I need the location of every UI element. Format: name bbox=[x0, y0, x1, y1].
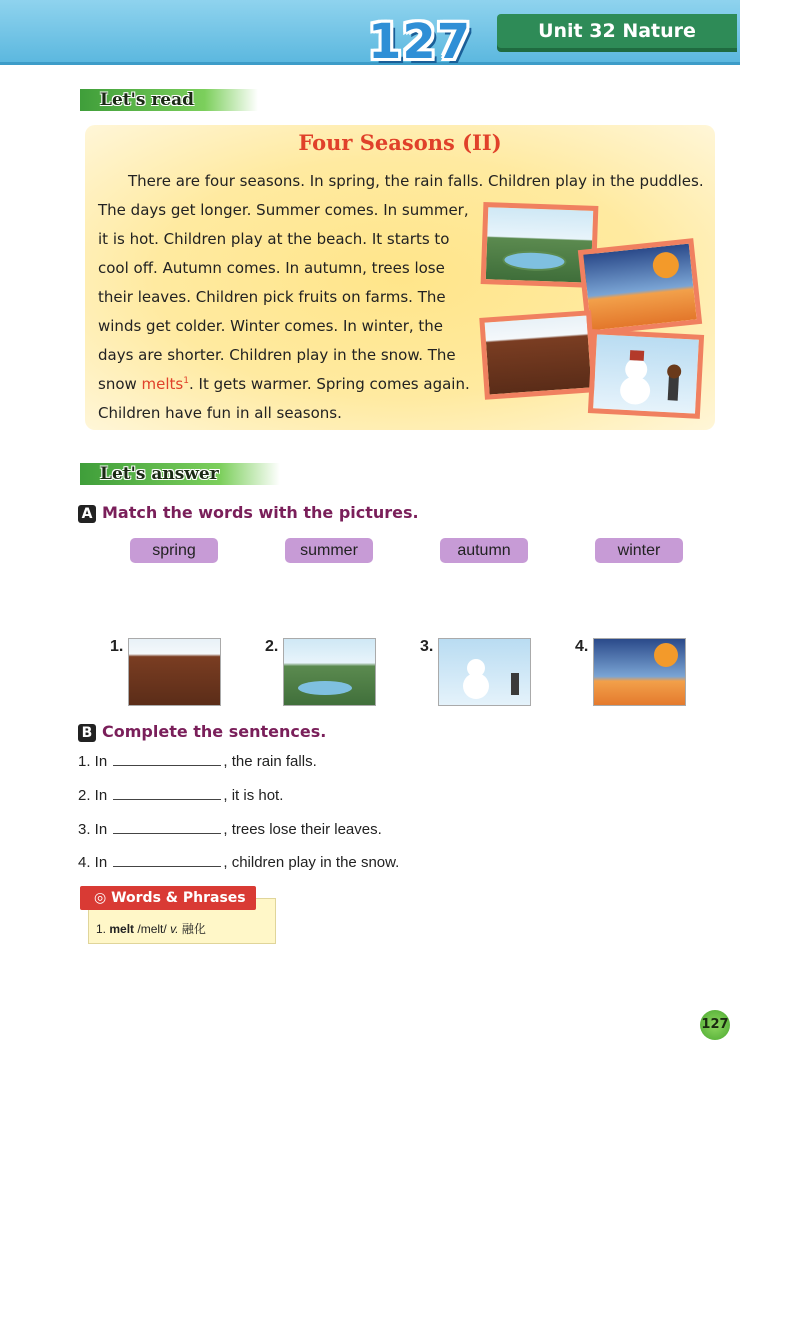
story-line-2: The days get longer. Summer comes. In summer, bbox=[98, 201, 469, 219]
footnote-marker: 1 bbox=[183, 376, 189, 386]
line-8-suffix: . It gets warmer. Spring comes again. bbox=[189, 375, 470, 393]
line-8-prefix: snow bbox=[98, 375, 142, 393]
lets-read-banner bbox=[80, 89, 258, 111]
sentence-3-blank[interactable] bbox=[113, 819, 221, 834]
sentence-3-suffix: , trees lose their leaves. bbox=[223, 821, 382, 838]
sentence-3-prefix: 3. In bbox=[78, 821, 108, 838]
sentence-1 bbox=[78, 751, 317, 770]
match-picture-4-summer[interactable] bbox=[593, 638, 686, 706]
vocab-entry bbox=[96, 920, 206, 937]
part-b-letter: B bbox=[78, 724, 96, 742]
summer-picture bbox=[578, 238, 702, 336]
picture-number-4: 4. bbox=[575, 638, 589, 655]
keyword-melts: melts bbox=[141, 375, 184, 393]
words-phrases-tab bbox=[80, 886, 256, 910]
sentence-2-blank[interactable] bbox=[113, 785, 221, 800]
sentence-4-prefix: 4. In bbox=[78, 854, 108, 871]
story-line-9: Children have fun in all seasons. bbox=[98, 404, 342, 422]
match-picture-2-spring[interactable] bbox=[283, 638, 376, 706]
word-chip-spring[interactable]: spring bbox=[130, 538, 218, 563]
vocab-meaning: 融化 bbox=[181, 922, 206, 936]
sentence-1-blank[interactable] bbox=[113, 751, 221, 766]
vocab-phonetic: /melt/ bbox=[137, 922, 167, 936]
story-title: Four Seasons (II) bbox=[298, 130, 502, 155]
unit-title: Unit 32 Nature bbox=[497, 14, 737, 48]
winter-picture bbox=[588, 329, 704, 419]
vocab-number: 1. bbox=[96, 922, 107, 936]
sentence-1-prefix: 1. In bbox=[78, 753, 108, 770]
story-line-6: winds get colder. Winter comes. In winter, the bbox=[98, 317, 444, 335]
story-line-3: it is hot. Children play at the beach. It starts to bbox=[98, 230, 450, 248]
sentence-4 bbox=[78, 852, 399, 871]
autumn-picture bbox=[479, 310, 596, 400]
sentence-2-suffix: , it is hot. bbox=[223, 787, 284, 804]
story-line-4: cool off. Autumn comes. In autumn, trees lose bbox=[98, 259, 445, 277]
vocab-word: melt bbox=[109, 922, 135, 936]
story-line-8 bbox=[98, 375, 470, 393]
target-icon: ◎ bbox=[94, 890, 107, 906]
picture-number-3: 3. bbox=[420, 638, 434, 655]
page-number-large: 127 bbox=[368, 14, 472, 70]
lets-answer-banner bbox=[80, 463, 280, 485]
match-picture-3-winter[interactable] bbox=[438, 638, 531, 706]
sentence-2-prefix: 2. In bbox=[78, 787, 108, 804]
word-chip-summer[interactable]: summer bbox=[285, 538, 373, 563]
part-a-letter: A bbox=[78, 505, 96, 523]
page-number-badge: 127 bbox=[700, 1010, 730, 1040]
sentence-4-blank[interactable] bbox=[113, 852, 221, 867]
lets-answer-label: Let's answer bbox=[100, 464, 219, 484]
picture-number-2: 2. bbox=[265, 638, 279, 655]
vocab-pos: v. bbox=[170, 922, 179, 936]
story-line-1: There are four seasons. In spring, the rain falls. Children play in the puddles. bbox=[128, 172, 704, 190]
word-chip-winter[interactable]: winter bbox=[595, 538, 683, 563]
lets-read-label: Let's read bbox=[100, 90, 194, 110]
story-line-7: days are shorter. Children play in the snow. The bbox=[98, 346, 456, 364]
sentence-3 bbox=[78, 819, 382, 838]
sentence-4-suffix: , children play in the snow. bbox=[223, 854, 400, 871]
words-phrases-label: Words & Phrases bbox=[111, 890, 246, 906]
match-picture-1-autumn[interactable] bbox=[128, 638, 221, 706]
part-b-heading bbox=[78, 722, 326, 742]
story-line-5: their leaves. Children pick fruits on farms. The bbox=[98, 288, 446, 306]
word-chip-autumn[interactable]: autumn bbox=[440, 538, 528, 563]
sentence-2 bbox=[78, 785, 283, 804]
picture-number-1: 1. bbox=[110, 638, 124, 655]
part-b-instruction: Complete the sentences. bbox=[102, 722, 327, 741]
sentence-1-suffix: , the rain falls. bbox=[223, 753, 317, 770]
part-a-instruction: Match the words with the pictures. bbox=[102, 503, 419, 522]
part-a-heading bbox=[78, 503, 419, 523]
